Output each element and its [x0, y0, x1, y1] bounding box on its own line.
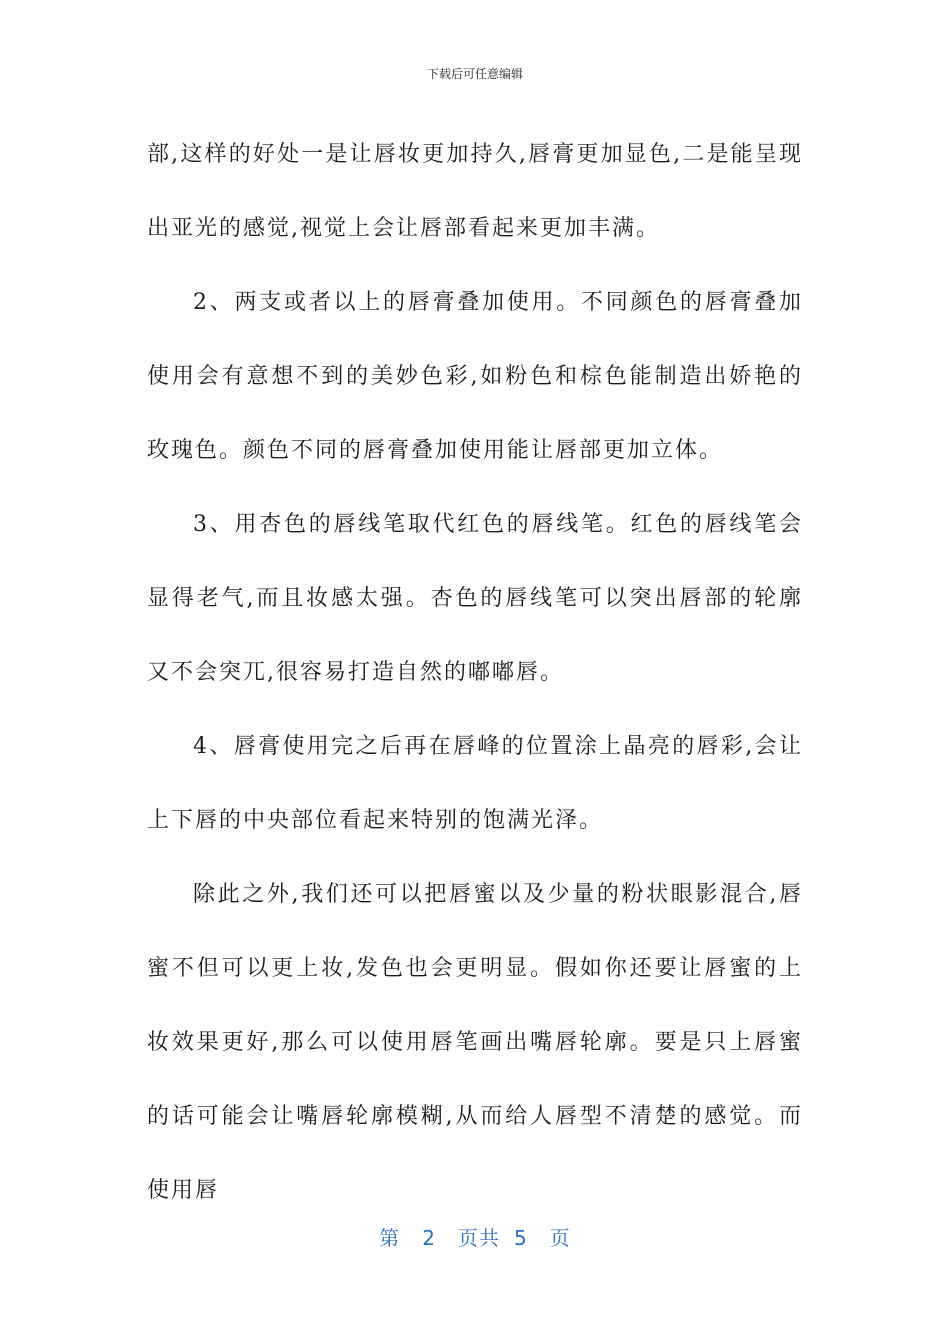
page-footer: [0, 1224, 950, 1252]
paragraph-tip-4: 4、唇膏使用完之后再在唇峰的位置涂上晶亮的唇彩,会让上下唇的中央部位看起来特别的饱满光泽。: [147, 734, 803, 833]
page-label-suffix: 页: [549, 1226, 571, 1250]
document-body: [147, 118, 803, 1228]
paragraph-tip-2: 2、两支或者以上的唇膏叠加使用。不同颜色的唇膏叠加使用会有意想不到的美妙色彩,如粉色和棕色能制造出娇艳的玫瑰色。颜色不同的唇膏叠加使用能让唇部更加立体。: [147, 290, 803, 463]
page-header: 下载后可任意编辑: [426, 67, 523, 81]
paragraph-tip-3: 3、用杏色的唇线笔取代红色的唇线笔。红色的唇线笔会显得老气,而且妆感太强。杏色的唇线笔可以突出唇部的轮廓又不会突兀,很容易打造自然的嘟嘟唇。: [147, 512, 803, 685]
paragraph-extra-tips: 除此之外,我们还可以把唇蜜以及少量的粉状眼影混合,唇蜜不但可以更上妆,发色也会更明显。假如你还要让唇蜜的上妆效果更好,那么可以使用唇笔画出嘴唇轮廓。要是只上唇蜜的话可能会让嘴唇轮廓模糊,从而给人唇型不清楚的感觉。而使用唇: [147, 882, 803, 1203]
paragraph-continuation: 部,这样的好处一是让唇妆更加持久,唇膏更加显色,二是能呈现出亚光的感觉,视觉上会让唇部看起来更加丰满。: [147, 142, 803, 241]
total-page-number: 5: [514, 1226, 528, 1250]
current-page-number: 2: [422, 1226, 436, 1250]
page-label-middle: 页共: [458, 1226, 500, 1250]
page-label-prefix: 第: [379, 1226, 401, 1250]
